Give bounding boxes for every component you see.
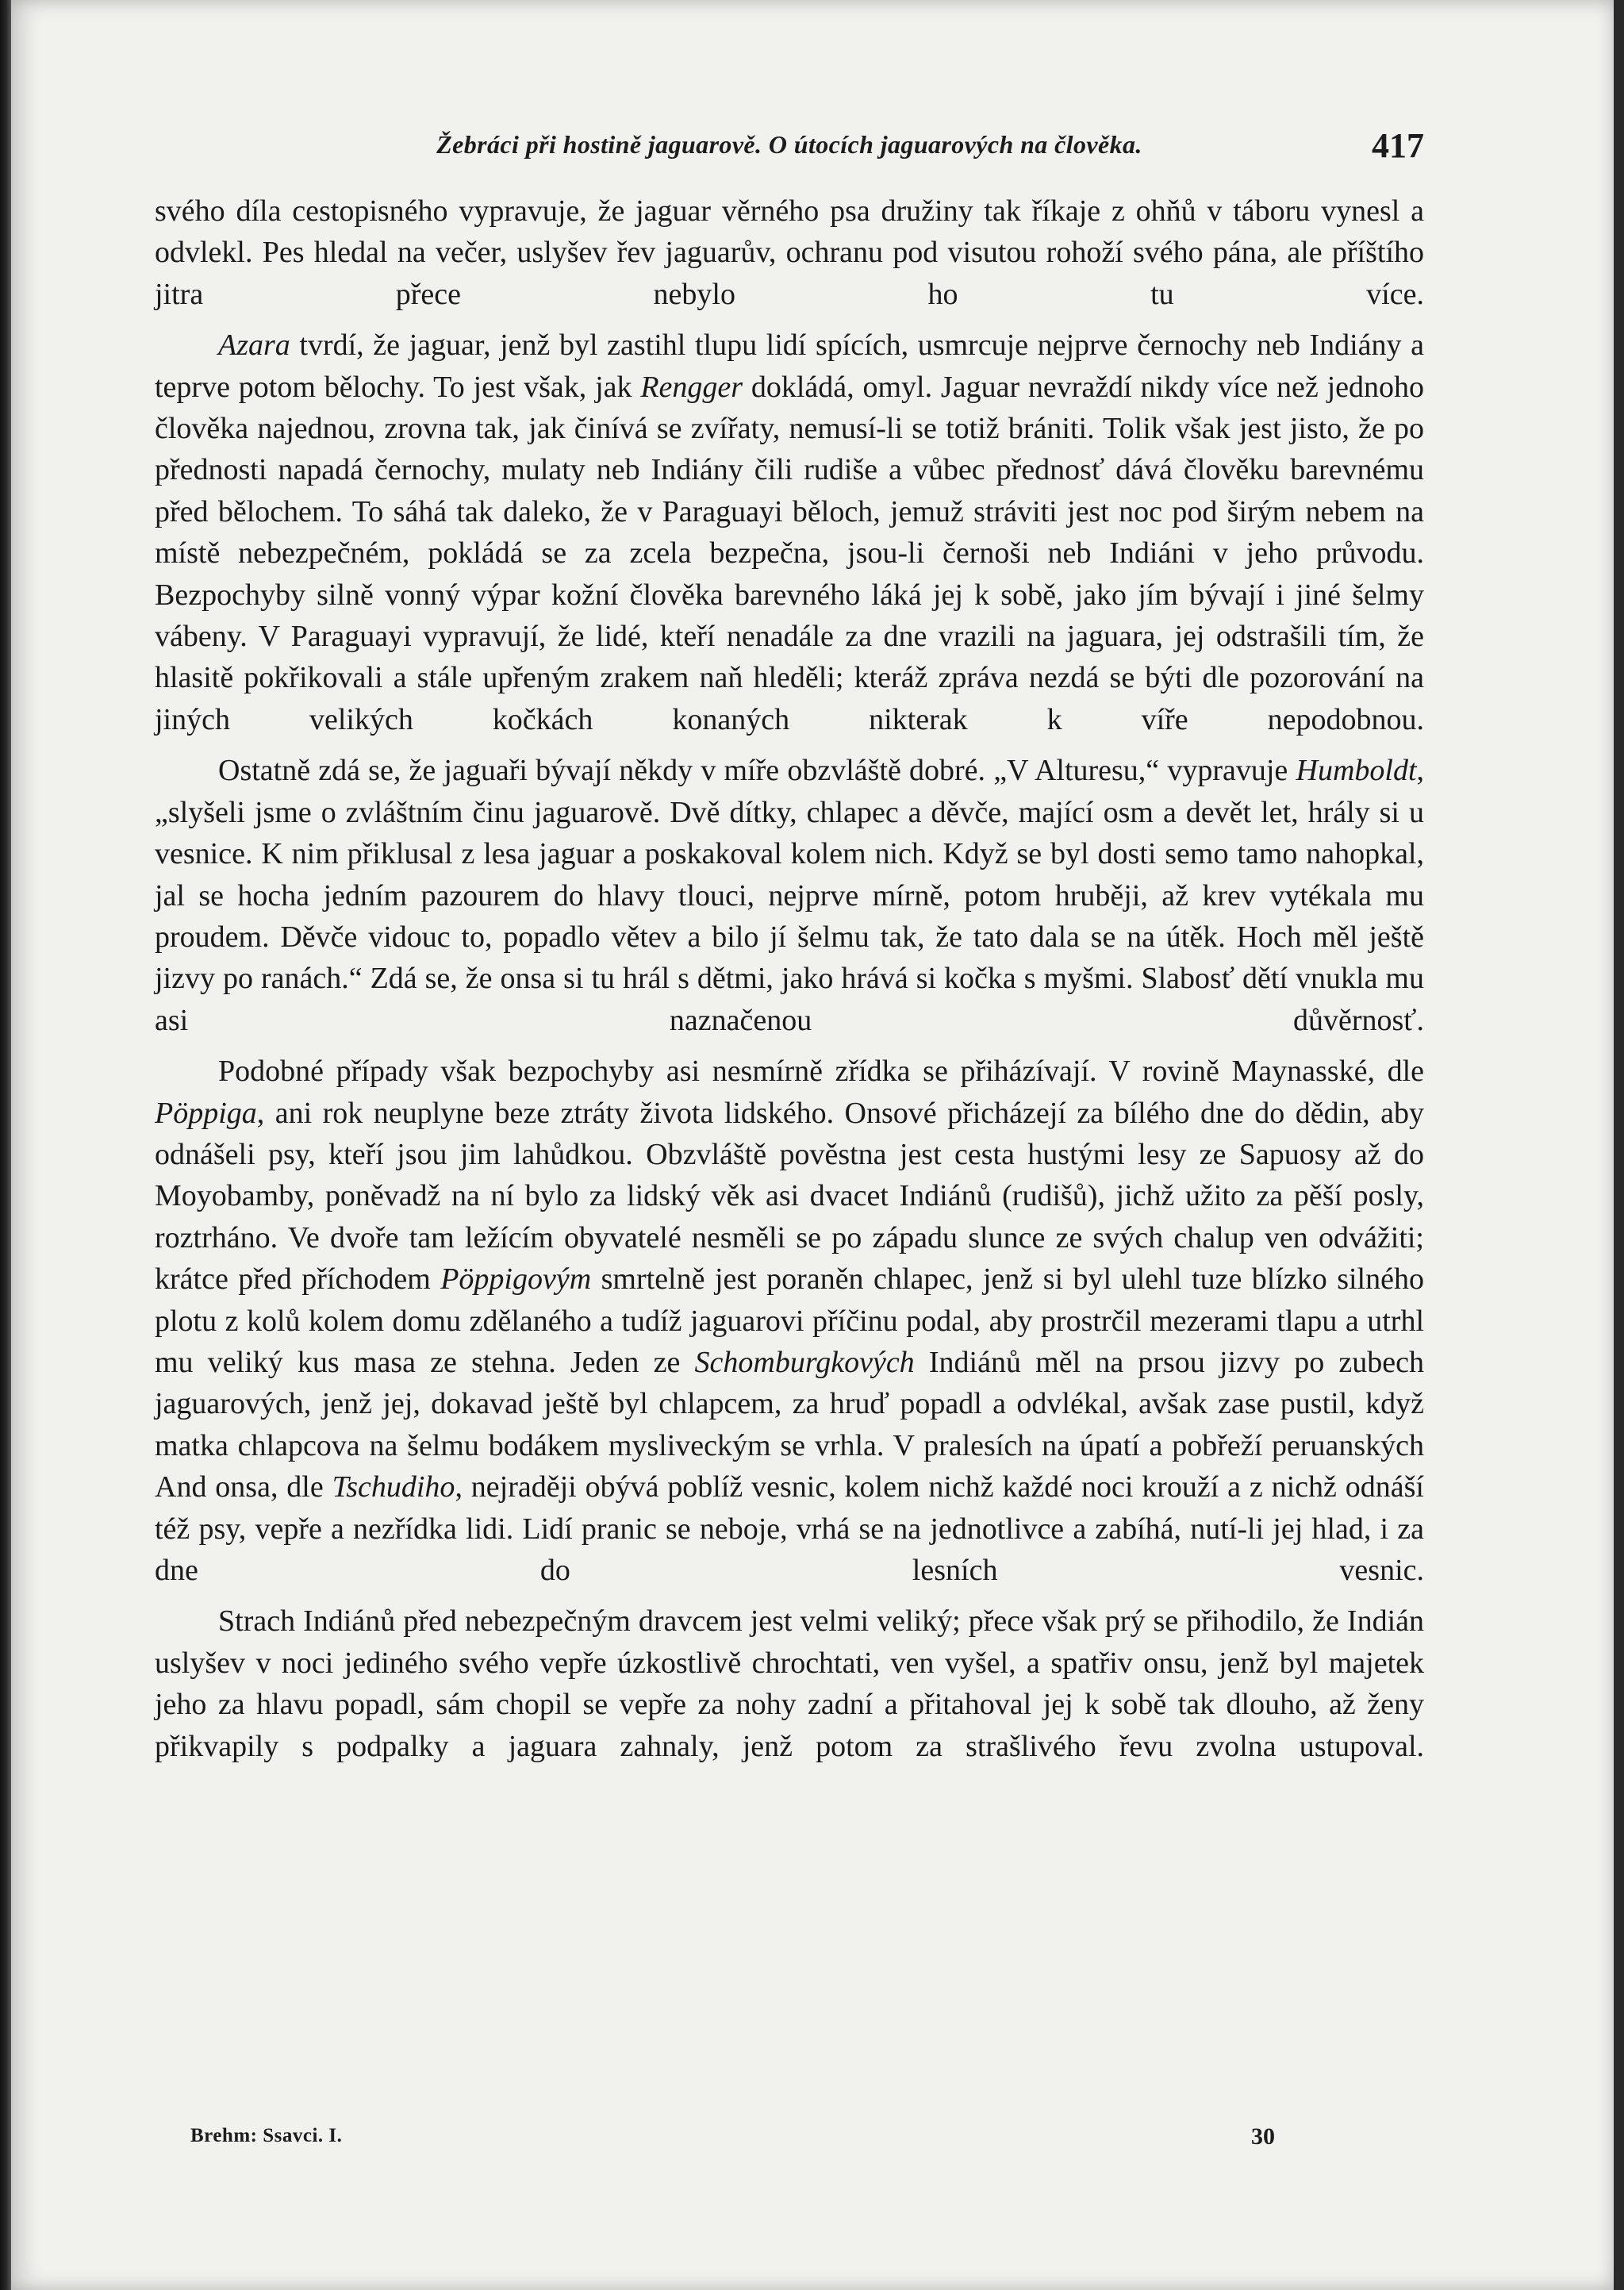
signature-number: 30 bbox=[1251, 2123, 1275, 2150]
paragraph-text: svého díla cestopisného vypravuje, že jaguar věrného psa družiny tak říkaje z ohňů v táboru vynesl a odvlekl. Pes hledal na večer, uslyšev řev jaguarův, ochranu pod visutou rohoží svého pána, ale příštího jitra přece nebylo ho tu více. bbox=[155, 194, 1424, 311]
paragraph bbox=[155, 1600, 1424, 1767]
page-footer bbox=[155, 2119, 1424, 2158]
paragraph bbox=[155, 325, 1424, 740]
author-name-poeppig: Pöppiga bbox=[155, 1096, 257, 1130]
paragraph-text: , „slyšeli jsme o zvláštním činu jaguarově. Dvě dítky, chlapec a děvče, mající osm a devět let, hrály si u vesnice. K nim přiklusal z lesa jaguar a poskakoval kolem nich. Když se byl dosti semo tamo nahopkal, jal se hocha jedním pazourem do hlavy tlouci, nejprve mírně, potom hruběji, až krev vytékala mu proudem. Děvče vidouc to, popadlo větev a bilo jí šelmu tak, že tato dala se na útěk. Hoch měl ještě jizvy po ranách.“ Zdá se, že onsa si tu hrál s dětmi, jako hrává si kočka s myšmi. Slabosť dětí vnukla mu asi naznačenou důvěrnosť. bbox=[155, 754, 1424, 1037]
paragraph bbox=[155, 190, 1424, 315]
body-text bbox=[155, 190, 1424, 1767]
paragraph-text: smrtelně jest poraněn chlapec, jenž si byl ulehl tuze blízko silného plotu z kolů kolem domu zdělaného a tudíž jaguarovi příčinu podal, aby prostrčil mezerami tlapu a utrhl mu veliký kus masa ze stehna. Jeden ze bbox=[155, 1262, 1424, 1379]
paragraph-text: Ostatně zdá se, že jaguaři bývají někdy v míře obzvláště dobré. „V Alturesu,“ vypravuje bbox=[218, 754, 1296, 788]
paragraph bbox=[155, 750, 1424, 1041]
author-name-tschudi: Tschudiho bbox=[332, 1470, 455, 1504]
page-header bbox=[155, 125, 1424, 168]
page-number: 417 bbox=[1372, 126, 1424, 165]
author-name-azara: Azara bbox=[218, 329, 290, 363]
author-name-rengger: Rengger bbox=[640, 370, 743, 404]
author-name-poeppig: Pöppigovým bbox=[440, 1262, 592, 1297]
author-name-schomburgk: Schomburgkových bbox=[694, 1345, 915, 1379]
paragraph-text: Podobné případy však bezpochyby asi nesmírně zřídka se přiházívají. V rovině Maynasské, dle bbox=[218, 1055, 1424, 1089]
paragraph-text: dokládá, omyl. Jaguar nevraždí nikdy více než jednoho člověka najednou, zrovna tak, jak činívá se zvířaty, nemusí-li se totiž brániti. Tolik však jest jisto, že po přednosti napadá černochy, mulaty neb Indiány čili rudiše a vůbec přednosť dává člověku barevnému před bělochem. To sáhá tak daleko, že v Paraguayi běloch, jemuž stráviti jest noc pod širým nebem na místě nebezpečném, pokládá se za zcela bezpečna, jsou-li černoši neb Indiáni v jeho průvodu. Bezpochyby silně vonný výpar kožní člověka barevného láká jej k sobě, jako jím bývají i jiné šelmy vábeny. V Paraguayi vypravují, že lidé, kteří nenadále za dne vrazili na jaguara, jej odstrašili tím, že hlasitě pokřikovali a stále upřeným zrakem naň hleděli; kteráž zpráva nezdá se býti dle pozorování na jiných velikých kočkách konaných nikterak k víře nepodobnou. bbox=[155, 370, 1424, 736]
paragraph-text: , nejraději obývá poblíž vesnic, kolem nichž každé noci krouží a z nichž odnáší též psy, vepře a nezřídka lidi. Lidí pranic se neboje, vrhá se na jednotlivce a zabíhá, nutí-li jej hlad, i za dne do lesních vesnic. bbox=[155, 1470, 1424, 1587]
paragraph-text: tvrdí, že jaguar, jenž byl zastihl tlupu lidí spících, usmrcuje nejprve černochy neb Indiány a teprve potom bělochy. To jest však, jak bbox=[155, 329, 1424, 404]
printer-signature: Brehm: Ssavci. I. bbox=[190, 2125, 343, 2146]
author-name-humboldt: Humboldt bbox=[1296, 754, 1417, 788]
paragraph-text: Strach Indiánů před nebezpečným dravcem jest velmi veliký; přece však prý se přihodilo, že Indián uslyšev v noci jediného svého vepře úzkostlivě chrochtati, ven vyšel, a spatřiv onsu, jenž byl majetek jeho za hlavu popadl, sám chopil se vepře za nohy zadní a přitahoval jej k sobě tak dlouho, až ženy přikvapily s podpalky a jaguara zahnaly, jenž potom za strašlivého řevu zvolna ustupoval. bbox=[155, 1604, 1424, 1763]
book-binding-edge bbox=[0, 0, 11, 2290]
paragraph bbox=[155, 1051, 1424, 1591]
running-head: Žebráci při hostině jaguarově. O útocích jaguarových na člověka. bbox=[436, 130, 1142, 159]
paragraph-text: , ani rok neuplyne beze ztráty života lidského. Onsové přicházejí za bílého dne do dědin, aby odnášeli psy, kteří jsou jim lahůdkou. Obzvláště pověstna jest cesta hustými lesy ze Sapuosy až do Moyobamby, poněvadž na ní bylo za lidský věk asi dvacet Indiánů (rudišů), jichž užito za pěší posly, roztrháno. Ve dvoře tam ležícím obyvatelé nesměli se po západu slunce ze svých chalup ven odvážiti; krátce před příchodem bbox=[155, 1096, 1424, 1297]
paragraph-text: Indiánů měl na prsou jizvy po zubech jaguarových, jenž jej, dokavad ještě byl chlapcem, za hruď popadl a odvlékal, avšak zase pustil, když matka chlapcova na šelmu bodákem mysliveckým se vrhla. V pralesích na úpatí a pobřeží peruanských And onsa, dle bbox=[155, 1345, 1424, 1504]
